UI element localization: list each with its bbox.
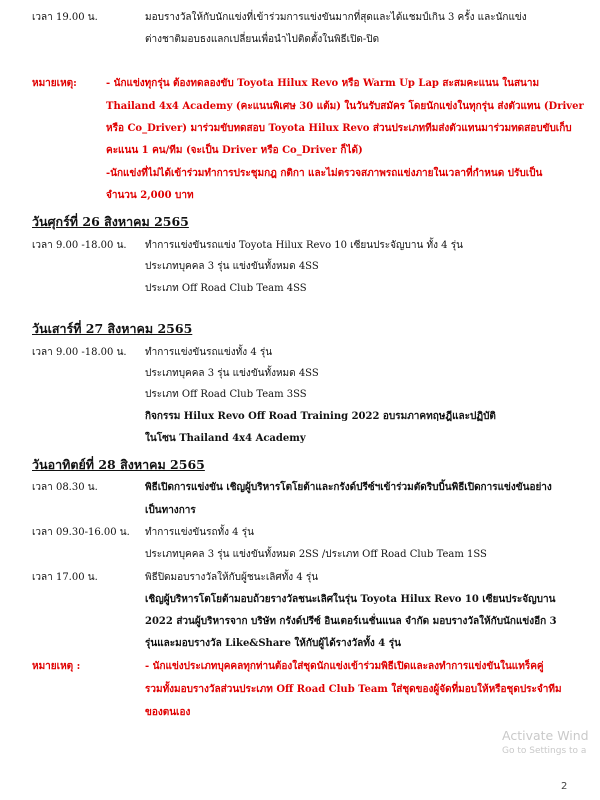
note-line: Thailand 4x4 Academy (คะแนนพิเศษ 30 แต้ม) ในวันรับสมัคร โดยนักแข่งในทุกรุ่น ส่งตัวแทน (Driver xyxy=(106,101,584,112)
text-line: มอบรางวัลให้กับนักแข่งที่เข้าร่วมการแข่งขันมากที่สุดและได้แชมป์เกิน 3 ครั้ง และนักแข่ง xyxy=(145,12,527,23)
text-line: ต่างชาติมอบธงแลกเปลี่ยนเพื่อนำไปติดตั้งในพิธีเปิด-ปิด xyxy=(145,34,380,45)
time-label: เวลา 9.00 -18.00 น. xyxy=(32,347,127,358)
time-label: เวลา 9.00 -18.00 น. xyxy=(32,240,127,251)
schedule-line: 2022 ส่วนผู้บริหารจาก บริษัท กรังด์ปรีซ์ อินเตอร์เนชั่นแนล จำกัด มอบรางวัลให้กับนักแข่งอีก 3 xyxy=(145,616,557,627)
schedule-line: พิธีเปิดการแข่งขัน เชิญผู้บริหารโตโยต้าและกรังด์ปรีซ์ฯเข้าร่วมตัดริบบิ้นพิธีเปิดการแข่งขันอย่าง xyxy=(145,482,552,493)
day-heading-saturday: วันเสาร์ที่ 27 สิงหาคม 2565 xyxy=(32,321,193,336)
note-line: รวมทั้งมอบรางวัลส่วนประเภท Off Road Club Team ใส่ชุดของผู้จัดที่มอบให้หรือชุดประจำทีม xyxy=(145,684,562,695)
schedule-line: เป็นทางการ xyxy=(145,505,196,516)
day-heading-sunday: วันอาทิตย์ที่ 28 สิงหาคม 2565 xyxy=(32,457,205,472)
note-line: -นักแข่งที่ไม่ได้เข้าร่วมทำการประชุมกฎ กติกา และไม่ตรวจสภาพรถแข่งภายในเวลาที่กำหนด ปรับเป็น xyxy=(106,168,543,179)
time-label: เวลา 19.00 น. xyxy=(32,12,98,23)
note-line: ของตนเอง xyxy=(145,707,191,718)
note-line: จำนวน 2,000 บาท xyxy=(106,190,194,201)
schedule-line: ประเภท Off Road Club Team 4SS xyxy=(145,283,307,294)
schedule-line: กิจกรรม Hilux Revo Off Road Training 2022 อบรมภาคทฤษฎีและปฏิบัติ xyxy=(145,411,496,422)
schedule-line: ทำการแข่งขันรถทั้ง 4 รุ่น xyxy=(145,527,254,538)
note-label: หมายเหตุ: xyxy=(32,78,77,89)
day-heading-friday: วันศุกร์ที่ 26 สิงหาคม 2565 xyxy=(32,214,189,229)
schedule-line: พิธีปิดมอบรางวัลให้กับผู้ชนะเลิศทั้ง 4 รุ่น xyxy=(145,572,319,583)
schedule-line: ในโซน Thailand 4x4 Academy xyxy=(145,433,306,444)
note-line: - นักแข่งทุกรุ่น ต้องทดลองขับ Toyota Hilux Revo หรือ Warm Up Lap สะสมคะแนน ในสนาม xyxy=(106,78,540,89)
activation-watermark-title: Activate Wind xyxy=(502,728,589,743)
time-label: เวลา 17.00 น. xyxy=(32,572,98,583)
note-label: หมายเหตุ : xyxy=(32,661,81,672)
page-number: 2 xyxy=(561,781,568,792)
time-label: เวลา 09.30-16.00 น. xyxy=(32,527,130,538)
note-line: หรือ Co_Driver) มาร่วมขับทดสอบ Toyota Hilux Revo ส่วนประเภททีมส่งตัวแทนมาร่วมทดสอบขับเก็บ xyxy=(106,123,572,134)
schedule-line: ทำการแข่งขันรถแข่ง Toyota Hilux Revo 10 เซียนประจัญบาน ทั้ง 4 รุ่น xyxy=(145,240,463,251)
schedule-line: เชิญผู้บริหารโตโยต้ามอบถ้วยรางวัลชนะเลิศในรุ่น Toyota Hilux Revo 10 เซียนประจัญบาน xyxy=(145,594,556,605)
schedule-line: ประเภทบุคคล 3 รุ่น แข่งขันทั้งหมด 2SS /ประเภท Off Road Club Team 1SS xyxy=(145,549,487,560)
schedule-line: รุ่นและมอบรางวัล Like&Share ให้กับผู้ได้รางวัลทั้ง 4 รุ่น xyxy=(145,638,401,649)
note-line: - นักแข่งประเภทบุคคลทุกท่านต้องใส่ชุดนักแข่งเข้าร่วมพิธีเปิดและลงทำการแข่งขันในแทร็คคู่ xyxy=(145,661,544,672)
schedule-line: ทำการแข่งขันรถแข่งทั้ง 4 รุ่น xyxy=(145,347,273,358)
note-line: คะแนน 1 คน/ทีม (จะเป็น Driver หรือ Co_Driver ก็ได้) xyxy=(106,145,363,156)
schedule-line: ประเภทบุคคล 3 รุ่น แข่งขันทั้งหมด 4SS xyxy=(145,368,319,379)
activation-watermark-subtitle: Go to Settings to a xyxy=(502,746,587,756)
schedule-line: ประเภทบุคคล 3 รุ่น แข่งขันทั้งหมด 4SS xyxy=(145,261,319,272)
time-label: เวลา 08.30 น. xyxy=(32,482,98,493)
schedule-line: ประเภท Off Road Club Team 3SS xyxy=(145,389,307,400)
